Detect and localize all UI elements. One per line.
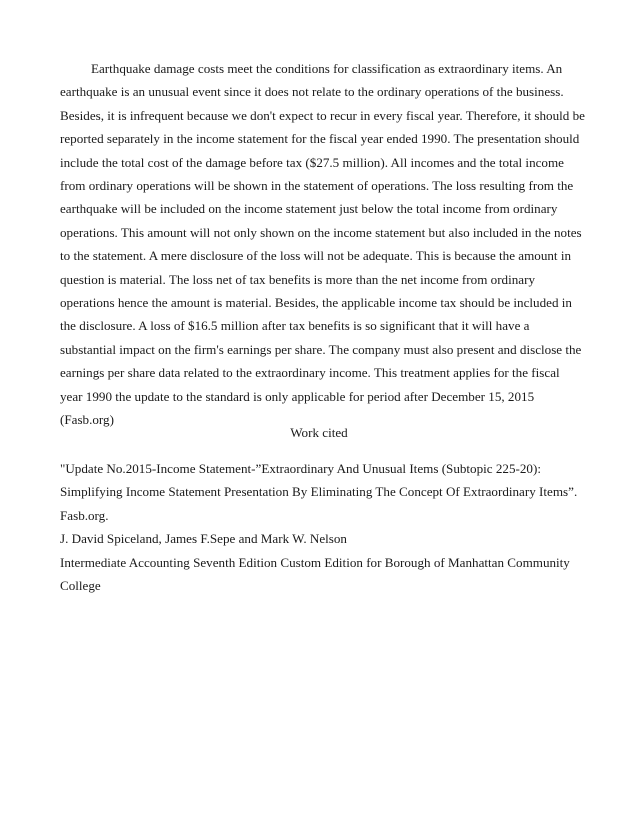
citation-item: J. David Spiceland, James F.Sepe and Mark W. Nelson [60,531,347,547]
citation-list [60,457,590,597]
citation-item: "Update No.2015-Income Statement-”Extraordinary And Unusual Items (Subtopic 225-20): Simplifying Income Statement Presentation By Eliminating The Concept Of Extraordinary Items”. Fasb.org. [60,461,578,523]
citation-item: Intermediate Accounting Seventh Edition Custom Edition for Borough of Manhattan Community College [60,554,570,594]
body-paragraph: Earthquake damage costs meet the conditions for classification as extraordinary items. An earthquake is an unusual event since it does not relate to the ordinary operations of the business. Besides, it is infrequent because we don't expect to recur in every fiscal year. Therefore, it should be reported separately in the income statement for the fiscal year ended 1990. The presentation should include the total cost of the damage before tax ($27.5 million). All incomes and the total income from ordinary operations will be shown in the statement of operations. The loss resulting from the earthquake will be included on the income statement just below the total income from ordinary operations. This amount will not only shown on the income statement but also included in the notes to the statement. A mere disclosure of the loss will not be adequate. This is because the amount in question is material. The loss net of tax benefits is more than the net income from ordinary operations hence the amount is material. Besides, the applicable income tax should be included in the disclosure. A loss of $16.5 million after tax benefits is so significant that it will have a substantial impact on the firm's earnings per share. The company must also present and disclose the earnings per share data related to the extraordinary income. This treatment applies for the fiscal year 1990 the update to the standard is only applicable for period after December 15, 2015 (Fasb.org) [60,61,585,428]
works-cited-heading: Work cited [290,425,348,440]
